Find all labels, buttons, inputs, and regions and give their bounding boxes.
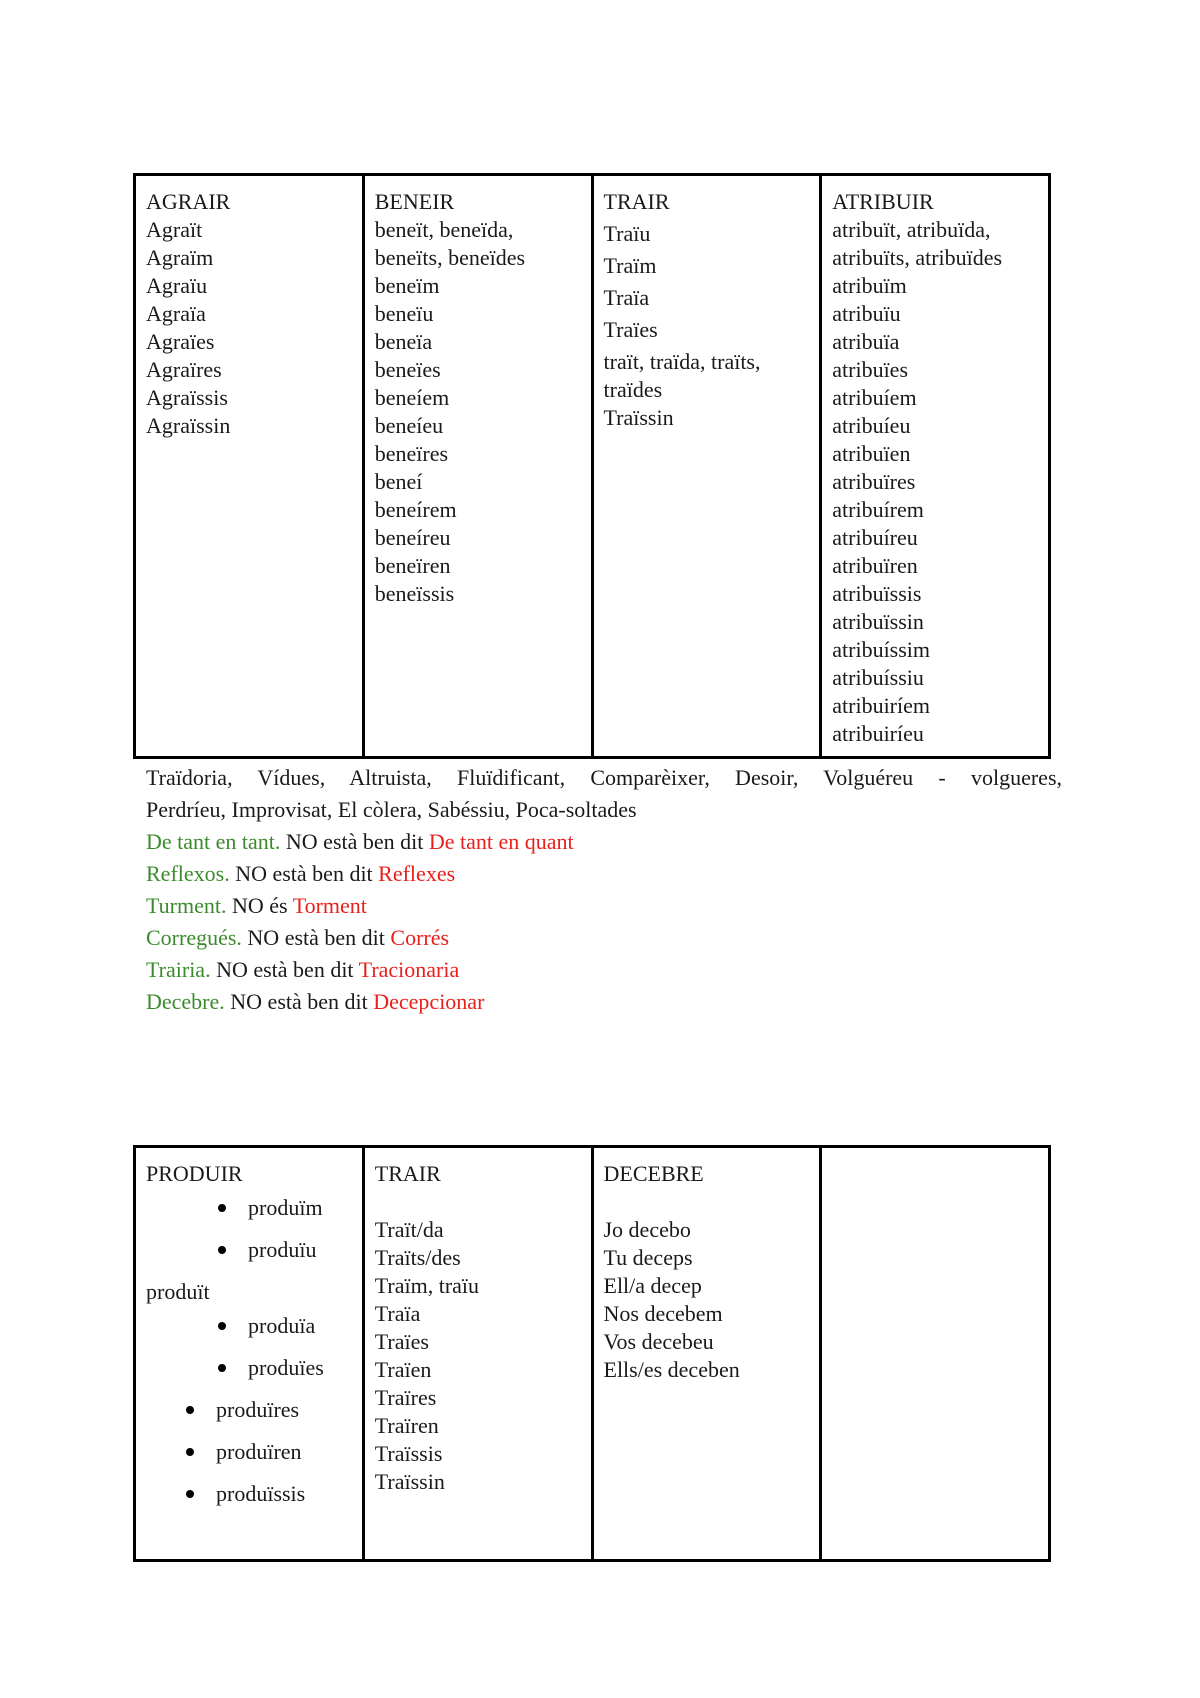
conjugation-item: Traïu bbox=[603, 221, 651, 246]
bullet-text: produïa bbox=[248, 1313, 316, 1338]
correct-form: Reflexos. bbox=[146, 861, 230, 886]
conjugation-item: atribuïa bbox=[832, 329, 900, 354]
conjugation-table-1 bbox=[133, 173, 1051, 759]
bullet-text: produïes bbox=[248, 1355, 324, 1380]
conjugation-item: beneïts, beneïdes bbox=[374, 245, 526, 270]
conjugation-item: traïdes bbox=[603, 377, 663, 402]
correction-line bbox=[146, 954, 1062, 986]
conjugation-item: Agraïu bbox=[146, 273, 208, 298]
bullet-icon bbox=[218, 1204, 226, 1212]
conjugation-item: Agraïa bbox=[146, 301, 206, 326]
conjugation-item: atribuíreu bbox=[832, 525, 918, 550]
conjugation-item: atribuïssis bbox=[832, 581, 922, 606]
conjugation-item: Traïssin bbox=[603, 405, 674, 430]
correction-connector: NO està ben dit bbox=[224, 989, 374, 1014]
conjugation-item: Traïres bbox=[374, 1385, 437, 1410]
conjugation-item: Jo decebo bbox=[603, 1217, 691, 1242]
conjugation-item: Nos decebem bbox=[603, 1301, 723, 1326]
conjugation-item: Traïen bbox=[374, 1357, 432, 1382]
conjugation-item: beneïes bbox=[374, 357, 441, 382]
conjugation-item: Traïts/des bbox=[374, 1245, 461, 1270]
conjugation-item: Traïssin bbox=[374, 1469, 445, 1494]
conjugation-item: atribuïts, atribuïdes bbox=[832, 245, 1003, 270]
empty-column bbox=[822, 1148, 1048, 1559]
column-trair-2 bbox=[365, 1148, 594, 1559]
conjugation-item: Agraïssis bbox=[146, 385, 228, 410]
column-header: ATRIBUIR bbox=[832, 189, 934, 214]
column-beneir bbox=[365, 176, 594, 756]
correction-line bbox=[146, 922, 1062, 954]
correct-form: De tant en tant. bbox=[146, 829, 281, 854]
correction-line bbox=[146, 890, 1062, 922]
bullet-item bbox=[146, 1236, 352, 1264]
column-header: PRODUIR bbox=[146, 1161, 243, 1186]
wrong-form: Decepcionar bbox=[373, 989, 485, 1014]
wrong-form: De tant en quant bbox=[428, 829, 574, 854]
wrong-form: Tracionaria bbox=[358, 957, 460, 982]
plain-item: produït bbox=[146, 1279, 210, 1304]
column-atribuir bbox=[822, 176, 1048, 756]
conjugation-item: atribuïres bbox=[832, 469, 916, 494]
conjugation-item: Tu deceps bbox=[603, 1245, 693, 1270]
column-header: TRAIR bbox=[374, 1161, 441, 1186]
bullet-icon bbox=[218, 1322, 226, 1330]
word-list-line: Perdríeu, Improvisat, El còlera, Sabéssiu, Poca-soltades bbox=[146, 797, 637, 822]
correction-connector: NO està ben dit bbox=[280, 829, 429, 854]
correct-form: Turment. bbox=[146, 893, 227, 918]
conjugation-item: atribuïen bbox=[832, 441, 911, 466]
column-trair bbox=[594, 176, 823, 756]
conjugation-item: beneírem bbox=[374, 497, 457, 522]
conjugation-item: atribuïes bbox=[832, 357, 909, 382]
bullet-item bbox=[146, 1194, 352, 1222]
column-decebre bbox=[594, 1148, 823, 1559]
conjugation-item: Traïren bbox=[374, 1413, 439, 1438]
correct-form: Corregués. bbox=[146, 925, 242, 950]
conjugation-item: Ell/a decep bbox=[603, 1273, 702, 1298]
conjugation-item: beneïres bbox=[374, 441, 449, 466]
conjugation-item: Agraït bbox=[146, 217, 203, 242]
conjugation-item: beneíeu bbox=[374, 413, 444, 438]
notes-block bbox=[146, 762, 1062, 1018]
conjugation-item: beneïm bbox=[374, 273, 440, 298]
correction-connector: NO està ben dit bbox=[229, 861, 379, 886]
bullet-text: produïm bbox=[248, 1195, 323, 1220]
conjugation-item: atribuiríeu bbox=[832, 721, 924, 746]
bullet-icon bbox=[218, 1246, 226, 1254]
bullet-icon bbox=[186, 1490, 194, 1498]
bullet-item bbox=[146, 1396, 352, 1424]
conjugation-item: beneí bbox=[374, 469, 423, 494]
conjugation-item: atribuïren bbox=[832, 553, 918, 578]
conjugation-item: beneïren bbox=[374, 553, 451, 578]
conjugation-item: atribuïu bbox=[832, 301, 901, 326]
conjugation-item: Agraïes bbox=[146, 329, 215, 354]
conjugation-item: beneíem bbox=[374, 385, 450, 410]
conjugation-item: beneíreu bbox=[374, 525, 451, 550]
conjugation-item: Agraïm bbox=[146, 245, 214, 270]
correction-connector: NO és bbox=[226, 893, 293, 918]
conjugation-item: Agraïssin bbox=[146, 413, 231, 438]
wrong-form: Torment bbox=[292, 893, 367, 918]
bullet-item bbox=[146, 1480, 352, 1508]
column-header: DECEBRE bbox=[603, 1161, 704, 1186]
conjugation-item: Traïa bbox=[603, 285, 650, 310]
bullet-item bbox=[146, 1438, 352, 1466]
conjugation-item: beneït, beneïda, bbox=[374, 217, 514, 242]
conjugation-item: Traïes bbox=[603, 317, 658, 342]
correction-line bbox=[146, 858, 1062, 890]
word-list-line: Traïdoria, Vídues, Altruista, Fluïdificant, Comparèixer, Desoir, Volguéreu - volgueres, bbox=[146, 765, 1062, 790]
correct-form: Decebre. bbox=[146, 989, 225, 1014]
conjugation-item: atribuírem bbox=[832, 497, 924, 522]
wrong-form: Reflexes bbox=[378, 861, 456, 886]
conjugation-item: atribuïm bbox=[832, 273, 907, 298]
conjugation-item: beneïssis bbox=[374, 581, 455, 606]
column-produir bbox=[136, 1148, 365, 1559]
conjugation-item: beneïu bbox=[374, 301, 434, 326]
conjugation-item: traït, traïda, traïts, bbox=[603, 349, 761, 374]
conjugation-item: atribuíem bbox=[832, 385, 917, 410]
conjugation-item: Vos decebeu bbox=[603, 1329, 714, 1354]
conjugation-item: atribuíssim bbox=[832, 637, 931, 662]
conjugation-item: Traïm bbox=[603, 253, 657, 278]
conjugation-item: atribuíeu bbox=[832, 413, 911, 438]
bullet-icon bbox=[186, 1448, 194, 1456]
conjugation-item: Traïes bbox=[374, 1329, 429, 1354]
conjugation-item: Traït/da bbox=[374, 1217, 444, 1242]
correction-connector: NO està ben dit bbox=[210, 957, 359, 982]
correction-connector: NO està ben dit bbox=[241, 925, 391, 950]
conjugation-item: atribuïssin bbox=[832, 609, 924, 634]
bullet-item bbox=[146, 1312, 352, 1340]
bullet-text: produïu bbox=[248, 1237, 317, 1262]
bullet-text: produïren bbox=[216, 1439, 302, 1464]
column-header: TRAIR bbox=[603, 189, 670, 214]
column-agrair bbox=[136, 176, 365, 756]
bullet-text: produïres bbox=[216, 1397, 300, 1422]
conjugation-item: Traïssis bbox=[374, 1441, 443, 1466]
bullet-icon bbox=[186, 1406, 194, 1414]
conjugation-item: Ells/es deceben bbox=[603, 1357, 740, 1382]
wrong-form: Corrés bbox=[390, 925, 450, 950]
conjugation-item: atribuït, atribuïda, bbox=[832, 217, 991, 242]
conjugation-item: atribuíssiu bbox=[832, 665, 924, 690]
correct-form: Trairia. bbox=[146, 957, 211, 982]
column-header: AGRAIR bbox=[146, 189, 231, 214]
column-header: BENEIR bbox=[374, 189, 455, 214]
bullet-icon bbox=[218, 1364, 226, 1372]
conjugation-item: atribuiríem bbox=[832, 693, 930, 718]
bullet-text: produïssis bbox=[216, 1481, 306, 1506]
conjugation-item: beneïa bbox=[374, 329, 433, 354]
correction-line bbox=[146, 986, 1062, 1018]
bullet-item bbox=[146, 1354, 352, 1382]
conjugation-table-2 bbox=[133, 1145, 1051, 1562]
conjugation-item: Traïa bbox=[374, 1301, 421, 1326]
correction-line bbox=[146, 826, 1062, 858]
conjugation-item: Agraïres bbox=[146, 357, 222, 382]
conjugation-item: Traïm, traïu bbox=[374, 1273, 480, 1298]
